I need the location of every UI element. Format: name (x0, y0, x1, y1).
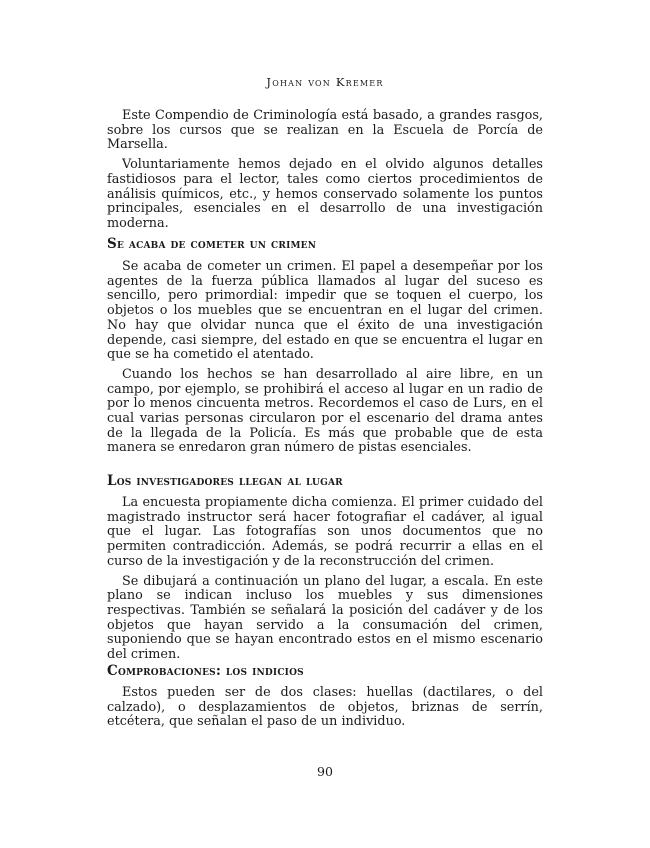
body-paragraph: Se dibujará a continuación un plano del lugar, a escala. En este plano se indican incluso los muebles y sus dimensiones respectivas. También se señalará la posición del cadáver y de los objetos que hayan servido a la consumación del crimen, suponiendo que se hayan encontrado estos en el mismo escenario del crimen. (107, 573, 543, 663)
section-heading: Se acaba de cometer un crimen (107, 236, 317, 252)
intro-paragraph: Voluntariamente hemos dejado en el olvido algunos detalles fastidiosos para el lector, tales como ciertos procedimientos de análisis químicos, etc., y hemos conservado solamente los puntos principales, esenciales en el desarrollo de una investigación moderna. (107, 157, 543, 231)
section-heading: Comprobaciones: los indicios (107, 663, 304, 679)
intro-paragraph: Este Compendio de Criminología está basado, a grandes rasgos, sobre los cursos que se realizan en la Escuela de Porcía de Marsella. (107, 108, 543, 153)
section-crime-committed (107, 236, 543, 456)
intro-block (107, 109, 543, 232)
section-investigators-arrive (107, 473, 543, 663)
body-paragraph: Cuando los hechos se han desarrollado al aire libre, en un campo, por ejemplo, se prohibirá el acceso al lugar en un radio de por lo menos cincuenta metros. Recordemos el caso de Lurs, en el cual varias personas circularon por el escenario del drama antes de la llegada de la Policía. Es más que probable que de esta manera se enredaron gran número de pistas esenciales. (107, 366, 543, 456)
body-paragraph: Estos pueden ser de dos clases: huellas (dactilares, o del calzado), o desplazamientos de objetos, briznas de serrín, etcétera, que señalan el paso de un individuo. (107, 685, 543, 730)
section-evidence (107, 663, 543, 730)
running-head: Johan von Kremer (266, 75, 384, 89)
body-paragraph: Se acaba de cometer un crimen. El papel a desempeñar por los agentes de la fuerza pública llamados al lugar del suceso es sencillo, pero primordial: impedir que se toquen el cuerpo, los objetos o los muebles que se encuentran en el lugar del crimen. No hay que olvidar nunca que el éxito de una investigación depende, casi siempre, del estado en que se encuentra el lugar en que se ha cometido el atentado. (107, 259, 543, 363)
page-number: 90 (317, 764, 333, 779)
section-heading: Los investigadores llegan al lugar (107, 473, 343, 489)
body-paragraph: La encuesta propiamente dicha comienza. El primer cuidado del magistrado instructor será hacer fotografiar el cadáver, al igual que el lugar. Las fotografías son unos documentos que no permiten contradicción. Además, se podrá recurrir a ellas en el curso de la investigación y de la reconstrucción del crimen. (107, 495, 543, 569)
